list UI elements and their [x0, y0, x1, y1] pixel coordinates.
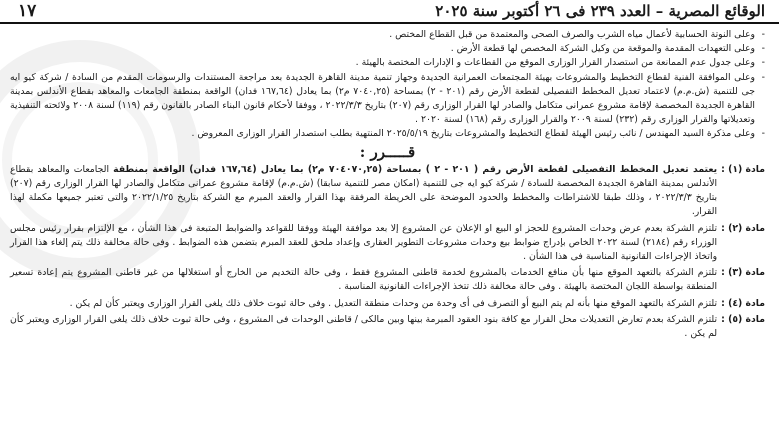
article-5 — [10, 313, 765, 341]
consideration-item: - وعلى جدول عدم الممانعة من استصدار القرار الوزارى الموقع من القطاعات و الإدارات المختصة بالهيئة . — [10, 56, 765, 70]
article-number: مادة (١) — [728, 163, 765, 175]
page-header — [0, 0, 779, 24]
consideration-item: - وعلى الموافقة الفنية لقطاع التخطيط والمشروعات بهيئة المجتمعات العمرانية الجديدة وجهاز تنمية مدينة القاهرة الجديدة بعد مراجعة المستندات والرسومات المقدم من السادة / شركة كيو ايه جى للتنمية (ش.م.م) لاعتماد تعديل المخطط التفصيلى لقطعة الأرض رقم (٢٠١ - ٢) بمساحة (٧٠٤٠,٢٥ م٢) بما يعادل (١٦٧,٦٤ فدان) الواقعة بمنطقة الجامعات والمعاهد بقطاع الأندلس بمدينة القاهرة الجديدة المخصصة لإقامة مشروع عمرانى متكامل والصادر لها القرار الوزارى رقم (٢٠٧) بتاريخ ٢٠٢٢/٣/٣ ، ووفقا لأحكام قانون البناء الصادر بالقانون رقم (١١٩) لسنة ٢٠٠٨ ولائحته التنفيذية وتعديلاتها والقرار الوزارى رقم (٢٣٢) لسنة ٢٠٠٩ والقرار الوزارى رقم (١٦٨) لسنة ٢٠٢٠ . — [10, 71, 765, 128]
page-number: ١٧ — [18, 1, 37, 21]
article-4 — [10, 297, 765, 311]
article-continuation: الجامعات والمعاهد بقطاع الأندلس بمدينة القاهرة الجديدة المخصصة للسادة / شركة كيو ايه جى للتنمية (امكان مصر للتنمية سابقا) (ش.م.م) لإقامة مشروع عمرانى متكامل والصادر لها القرار الوزارى رقم (٢٠٧) بتاريخ ٢٠٢٢/٣/٣ ، وذلك طبقا للاشتراطات والمخطط والحدود الموضحة على الخريطة المرفقة بهذا القرار والعقد المبرم مع الشركة بتاريخ ٢٠٢٢/١/٢٥ والتى تعتبر جميعها مكملة لهذا القرار. — [10, 163, 718, 218]
article-number: مادة (٥) — [728, 313, 765, 325]
article-text — [10, 163, 717, 220]
article-text: تلتزم الشركة بعدم تعارض التعديلات محل القرار مع كافة بنود العقود المبرمة بينها وبين مالكى / قاطنى الوحدات فى المشروع ، وفى حالة ثبوت خلاف ذلك يلغى القرار الوزارى ويعتبر كأن لم يكن . — [10, 313, 718, 340]
article-3 — [10, 266, 765, 294]
article-2 — [10, 222, 765, 265]
gazette-title: الوقائع المصرية – العدد ٢٣٩ فى ٢٦ أكتوبر سنة ٢٠٢٥ — [435, 2, 765, 20]
article-number: مادة (٤) — [728, 297, 765, 309]
article-text: تلتزم الشركة بعدم عرض وحدات المشروع للحجز او البيع او الإعلان عن المشروع إلا بعد موافقة الهيئة ووفقا للقواعد والضوابط المتبعة فى هذا الشأن ، مع الإلتزام بقرار رئيس مجلس الوزراء رقم (٢١٨٤) لسنة ٢٠٢٢ الخاص بإدراج ضوابط بيع وحدات مشروعات التطوير العقارى وإعداد ملحق للعقد المبرم بتضمن هذه الضوابط . وفى حالة مخالفة ذلك يتم إلغاء هذا القرار واتخاذ الإجراءات القانونية المناسبة فى هذا الشأن . — [10, 222, 718, 263]
consideration-item: - وعلى مذكرة السيد المهندس / نائب رئيس الهيئة لقطاع التخطيط والمشروعات بتاريخ ٢٠٢٥/٥/١٩ المنتهية بطلب استصدار القرار الوزارى المعروض . — [10, 127, 765, 141]
decree-heading: قـــــرر : — [359, 142, 416, 161]
article-number: مادة (٢) — [728, 222, 765, 234]
article-text: تلتزم الشركة بالتعهد الموقع منها بأن منافع الخدمات بالمشروع لخدمة قاطنى المشروع فقط ، وفى حالة التخديم من الخارج أو استغلالها من غير قاطنى المشروع يتم إعادة تسعير المنطقة بواسطة اللجان المختصة بالهيئة . وفى حالة مخالفة ذلك تتخذ الإجراءات القانونية المناسبة . — [10, 267, 718, 293]
consideration-item: - وعلى التعهدات المقدمة والموقعة من وكيل الشركة المخصص لها قطعة الأرض . — [10, 42, 765, 56]
article-label: مادة (٢) : — [721, 222, 765, 234]
considerations-list — [10, 28, 765, 142]
consideration-item: - وعلى النوتة الحسابية لأعمال مياه الشرب والصرف الصحى والمعتمدة من قبل القطاع المختص . — [10, 28, 765, 42]
article-label: مادة (١) : — [721, 163, 765, 175]
article-label: مادة (٥) : — [721, 313, 765, 325]
article-text: تلتزم الشركة بالتعهد الموقع منها بأنه لم يتم البيع أو التصرف فى أى وحدة من وحدات منطقة التعديل . وفى حالة ثبوت خلاف ذلك يلغى القرار الوزارى ويعتبر كأن لم يكن . — [69, 297, 718, 309]
article-label: مادة (٤) : — [721, 297, 765, 309]
article-number: مادة (٣) — [728, 267, 765, 279]
article-label: مادة (٣) : — [721, 267, 765, 279]
article-1 — [10, 163, 765, 220]
document-body — [10, 28, 765, 343]
article-lead: يعتمد تعديل المخطط التفصيلى لقطعة الأرض رقم ( ٢٠١ - ٢ ) بمساحة (٧٠٤٠٧٠,٢٥ م٢) بما يعادل (١٦٧,٦٤ فدان) الواقعة بمنطقة — [113, 163, 718, 175]
